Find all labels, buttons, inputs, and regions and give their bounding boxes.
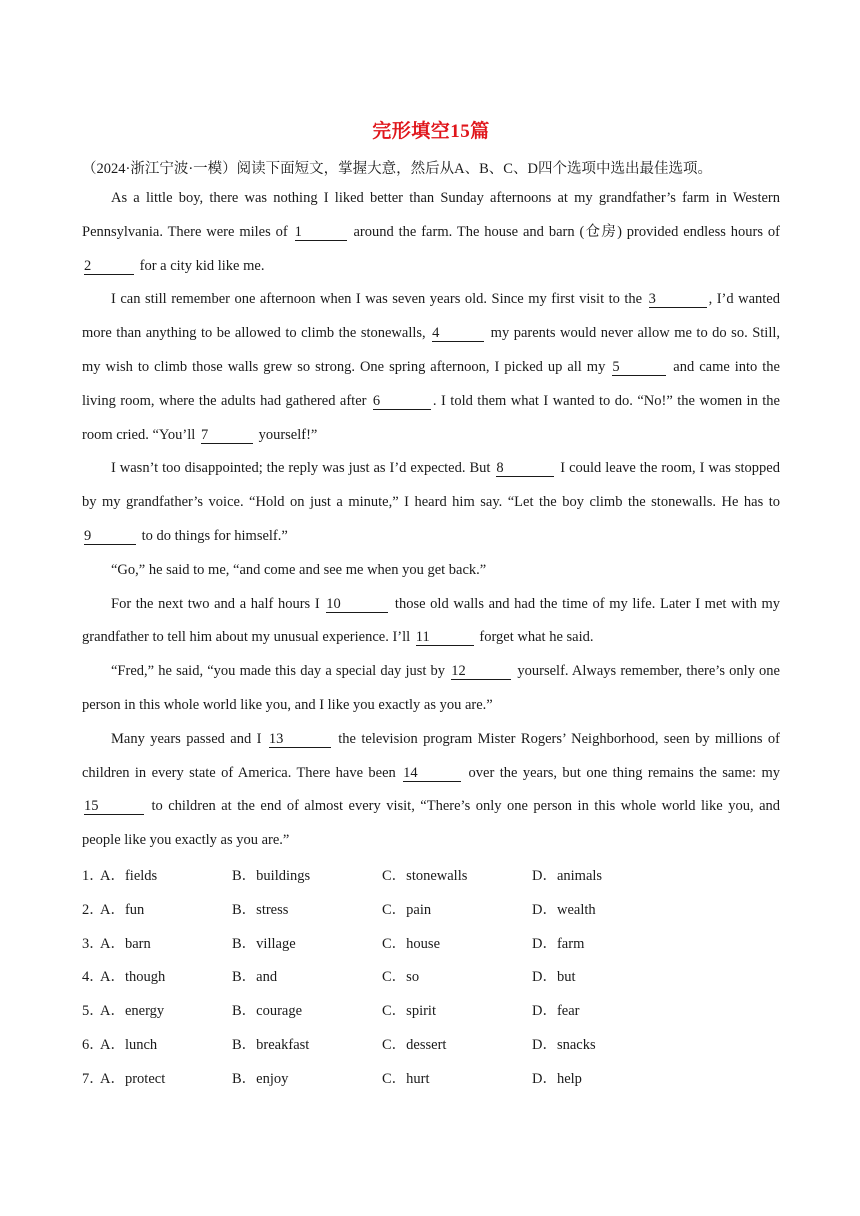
passage-text: , I’d wanted more than anything to be allowed to climb the stonewalls,	[82, 291, 780, 342]
option-a: A．lunch	[100, 1036, 158, 1053]
passage-text: As a little boy, there was nothing I liked better than Sunday afternoons at my grandfather’s farm in Western Pennsylvania. There were miles of	[82, 190, 780, 240]
option-a: A．though	[100, 969, 166, 986]
question-number: 5．	[82, 1003, 104, 1020]
blank-13: 13	[269, 731, 331, 748]
option-c: C．pain	[382, 901, 432, 918]
blank-11: 11	[416, 629, 474, 646]
passage-text: for a city kid like me.	[136, 257, 265, 274]
blank-2: 2	[84, 258, 134, 275]
blank-12: 12	[451, 663, 511, 680]
passage-text: yourself!”	[254, 426, 318, 443]
passage-text: I can still remember one afternoon when I was seven years old. Since my first visit to the	[111, 291, 647, 308]
option-c: C．stonewalls	[382, 868, 468, 884]
option-c: C．spirit	[382, 1003, 436, 1020]
passage	[82, 182, 780, 858]
option-c: C．dessert	[382, 1036, 447, 1053]
passage-paragraph	[82, 182, 780, 283]
options-list	[82, 860, 780, 1097]
passage-text: forget what he said.	[475, 629, 594, 646]
option-a: A．fields	[100, 868, 158, 884]
option-d: D．but	[532, 969, 576, 986]
blank-15: 15	[84, 798, 144, 815]
blank-5: 5	[612, 359, 666, 376]
page-title: 完形填空15篇	[372, 121, 490, 142]
passage-paragraph	[82, 452, 780, 553]
passage-text: “Go,” he said to me, “and come and see me when you get back.”	[111, 561, 487, 578]
passage-paragraph	[82, 655, 780, 723]
passage-text: those old walls and had the time of my life. Later I met with my grandfather to tell him about my unusual experience. I’ll	[82, 595, 780, 646]
passage-text: and came into the living room, where the adults had gathered after	[82, 358, 780, 409]
option-c: C．hurt	[382, 1070, 430, 1087]
question-row	[82, 961, 780, 995]
passage-paragraph	[82, 283, 780, 452]
question-number: 1．	[82, 868, 104, 884]
option-b: B．buildings	[232, 868, 311, 884]
passage-text: the television program Mister Rogers’ Neighborhood, seen by millions of children in every state of America. There have been	[82, 730, 781, 781]
question-row	[82, 894, 780, 928]
passage-text: I could leave the room, I was stopped by my grandfather’s voice. “Hold on just a minute,” I heard him say. “Let the boy climb the stonewalls. He has to	[82, 460, 780, 511]
option-a: A．fun	[100, 901, 145, 918]
question-number: 7．	[82, 1070, 104, 1087]
option-c: C．so	[382, 969, 420, 986]
option-c: C．house	[382, 935, 440, 952]
question-row	[82, 1063, 780, 1097]
option-b: B．enjoy	[232, 1070, 289, 1087]
blank-3: 3	[649, 291, 707, 308]
passage-text: . I told them what I wanted to do. “No!” the women in the room cried. “You’ll	[82, 392, 780, 443]
blank-7: 7	[201, 427, 253, 444]
blank-6: 6	[373, 393, 431, 410]
option-d: D．wealth	[532, 901, 596, 918]
option-d: D．help	[532, 1070, 582, 1087]
option-b: B．stress	[232, 901, 289, 918]
blank-14: 14	[403, 765, 461, 782]
passage-text: “Fred,” he said, “you made this day a special day just by	[111, 663, 450, 680]
option-d: D．animals	[532, 868, 603, 884]
passage-text: my parents would never allow me to do so. Still, my wish to climb those walls grew so strong. One spring afternoon, I picked up all my	[82, 325, 780, 375]
passage-text: yourself. Always remember, there’s only one person in this whole world like you, and I like you exactly as you are.”	[82, 663, 780, 713]
option-b: B．courage	[232, 1003, 303, 1020]
blank-10: 10	[326, 596, 388, 613]
passage-text: around the farm. The house and barn (仓房) provided endless hours of	[348, 223, 780, 240]
passage-paragraph	[82, 554, 780, 588]
question-row	[82, 1029, 780, 1063]
question-number: 2．	[82, 901, 104, 918]
passage-text: over the years, but one thing remains the same: my	[463, 764, 780, 781]
question-number: 4．	[82, 969, 104, 986]
option-a: A．protect	[100, 1070, 166, 1087]
blank-1: 1	[295, 224, 347, 241]
question-row	[82, 995, 780, 1029]
passage-text: For the next two and a half hours I	[111, 595, 325, 612]
passage-text: Many years passed and I	[111, 730, 267, 747]
passage-text: I wasn’t too disappointed; the reply was just as I’d expected. But	[111, 460, 495, 477]
question-row	[82, 928, 780, 962]
option-a: A．barn	[100, 935, 151, 952]
passage-paragraph	[82, 723, 780, 858]
blank-4: 4	[432, 325, 484, 342]
option-b: B．breakfast	[232, 1036, 310, 1053]
blank-9: 9	[84, 528, 136, 545]
option-d: D．fear	[532, 1003, 580, 1020]
blank-8: 8	[496, 460, 554, 477]
passage-paragraph	[82, 588, 780, 656]
option-d: D．farm	[532, 935, 585, 952]
question-number: 6．	[82, 1036, 104, 1053]
passage-text: to do things for himself.”	[138, 527, 288, 544]
option-b: B．and	[232, 969, 278, 986]
question-row	[82, 860, 780, 894]
passage-text: to children at the end of almost every visit, “There’s only one person in this whole world like you, and people like you exactly as you are.”	[82, 798, 780, 849]
option-b: B．village	[232, 935, 296, 952]
option-a: A．energy	[100, 1003, 165, 1020]
option-d: D．snacks	[532, 1036, 596, 1053]
question-number: 3．	[82, 935, 104, 952]
instruction-text: （2024·浙江宁波·一模）阅读下面短文，掌握大意，然后从A、B、C、D四个选项中选出最佳选项。	[82, 161, 712, 177]
